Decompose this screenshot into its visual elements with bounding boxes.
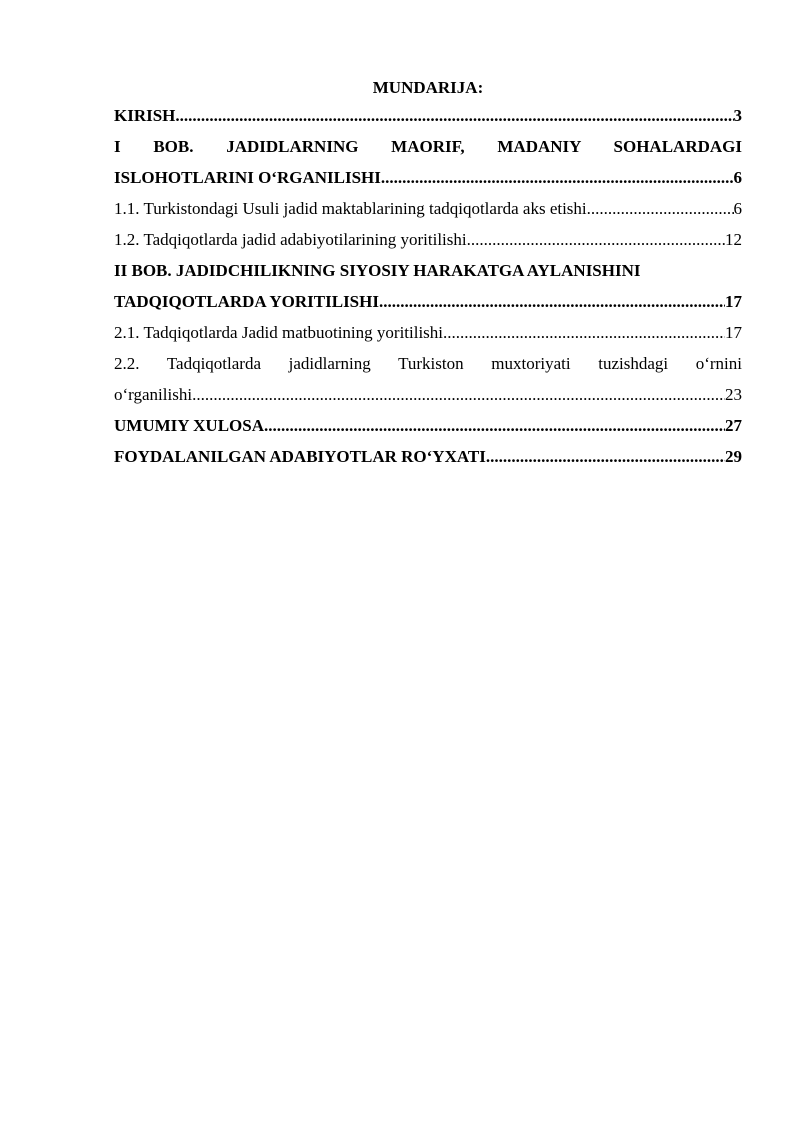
toc-page-number: 6 bbox=[733, 199, 742, 218]
toc-page-number: 6 bbox=[733, 168, 742, 187]
toc-entry-section-2-2-line1[interactable]: 2.2. Tadqiqotlarda jadidlarning Turkiston muxtoriyati tuzishdagi o‘rnini bbox=[114, 354, 742, 373]
toc-entry-section-1-1[interactable] bbox=[114, 193, 742, 224]
toc-leader-dots bbox=[587, 193, 734, 224]
toc-entry-label: UMUMIY XULOSA bbox=[114, 416, 265, 435]
toc-entry-label: II BOB. JADIDCHILIKNING SIYOSIY HARAKATGA AYLANISHINI bbox=[114, 261, 641, 280]
toc-entry-adabiyotlar[interactable] bbox=[114, 441, 742, 472]
toc-page-number: 17 bbox=[725, 292, 742, 311]
toc-leader-dots bbox=[486, 441, 725, 472]
toc-entry-chapter2-line1[interactable] bbox=[114, 255, 742, 286]
toc-entry-label: TADQIQOTLARDA YORITILISHI bbox=[114, 292, 379, 311]
toc-entry-label: 1.1. Turkistondagi Usuli jadid maktablarining tadqiqotlarda aks etishi bbox=[114, 199, 587, 218]
toc-page-number: 3 bbox=[733, 106, 742, 125]
toc-page-number: 29 bbox=[725, 447, 742, 466]
toc-title: MUNDARIJA: bbox=[372, 78, 484, 97]
table-of-contents bbox=[114, 70, 742, 472]
toc-entry-chapter1[interactable] bbox=[114, 162, 742, 193]
toc-entry-label: FOYDALANILGAN ADABIYOTLAR RO‘YXATI bbox=[114, 447, 486, 466]
toc-entry-section-1-2[interactable] bbox=[114, 224, 742, 255]
toc-leader-dots bbox=[381, 162, 734, 193]
toc-leader-dots bbox=[443, 317, 725, 348]
toc-page-number: 23 bbox=[725, 385, 742, 404]
toc-entry-label: KIRISH bbox=[114, 106, 176, 125]
toc-page-number: 12 bbox=[725, 230, 742, 249]
toc-entry-kirish[interactable] bbox=[114, 100, 742, 131]
toc-entry-label: ISLOHOTLARINI O‘RGANILISHI bbox=[114, 168, 381, 187]
toc-leader-dots bbox=[467, 224, 725, 255]
toc-entry-label: o‘rganilishi bbox=[114, 385, 193, 404]
toc-page-number: 27 bbox=[725, 416, 742, 435]
toc-entry-label: 1.2. Tadqiqotlarda jadid adabiyotilarining yoritilishi bbox=[114, 230, 467, 249]
toc-entry-xulosa[interactable] bbox=[114, 410, 742, 441]
toc-page-number: 17 bbox=[725, 323, 742, 342]
toc-entry-chapter1-line1[interactable]: I BOB. JADIDLARNING MAORIF, MADANIY SOHALARDAGI bbox=[114, 137, 742, 156]
toc-entry-chapter2[interactable] bbox=[114, 286, 742, 317]
toc-leader-dots bbox=[175, 100, 733, 131]
toc-leader-dots bbox=[264, 410, 725, 441]
toc-entry-section-2-1[interactable] bbox=[114, 317, 742, 348]
toc-leader-dots bbox=[379, 286, 725, 317]
toc-entry-section-2-2[interactable] bbox=[114, 379, 742, 410]
toc-leader-dots bbox=[192, 379, 725, 410]
toc-entry-label: 2.1. Tadqiqotlarda Jadid matbuotining yoritilishi bbox=[114, 323, 444, 342]
